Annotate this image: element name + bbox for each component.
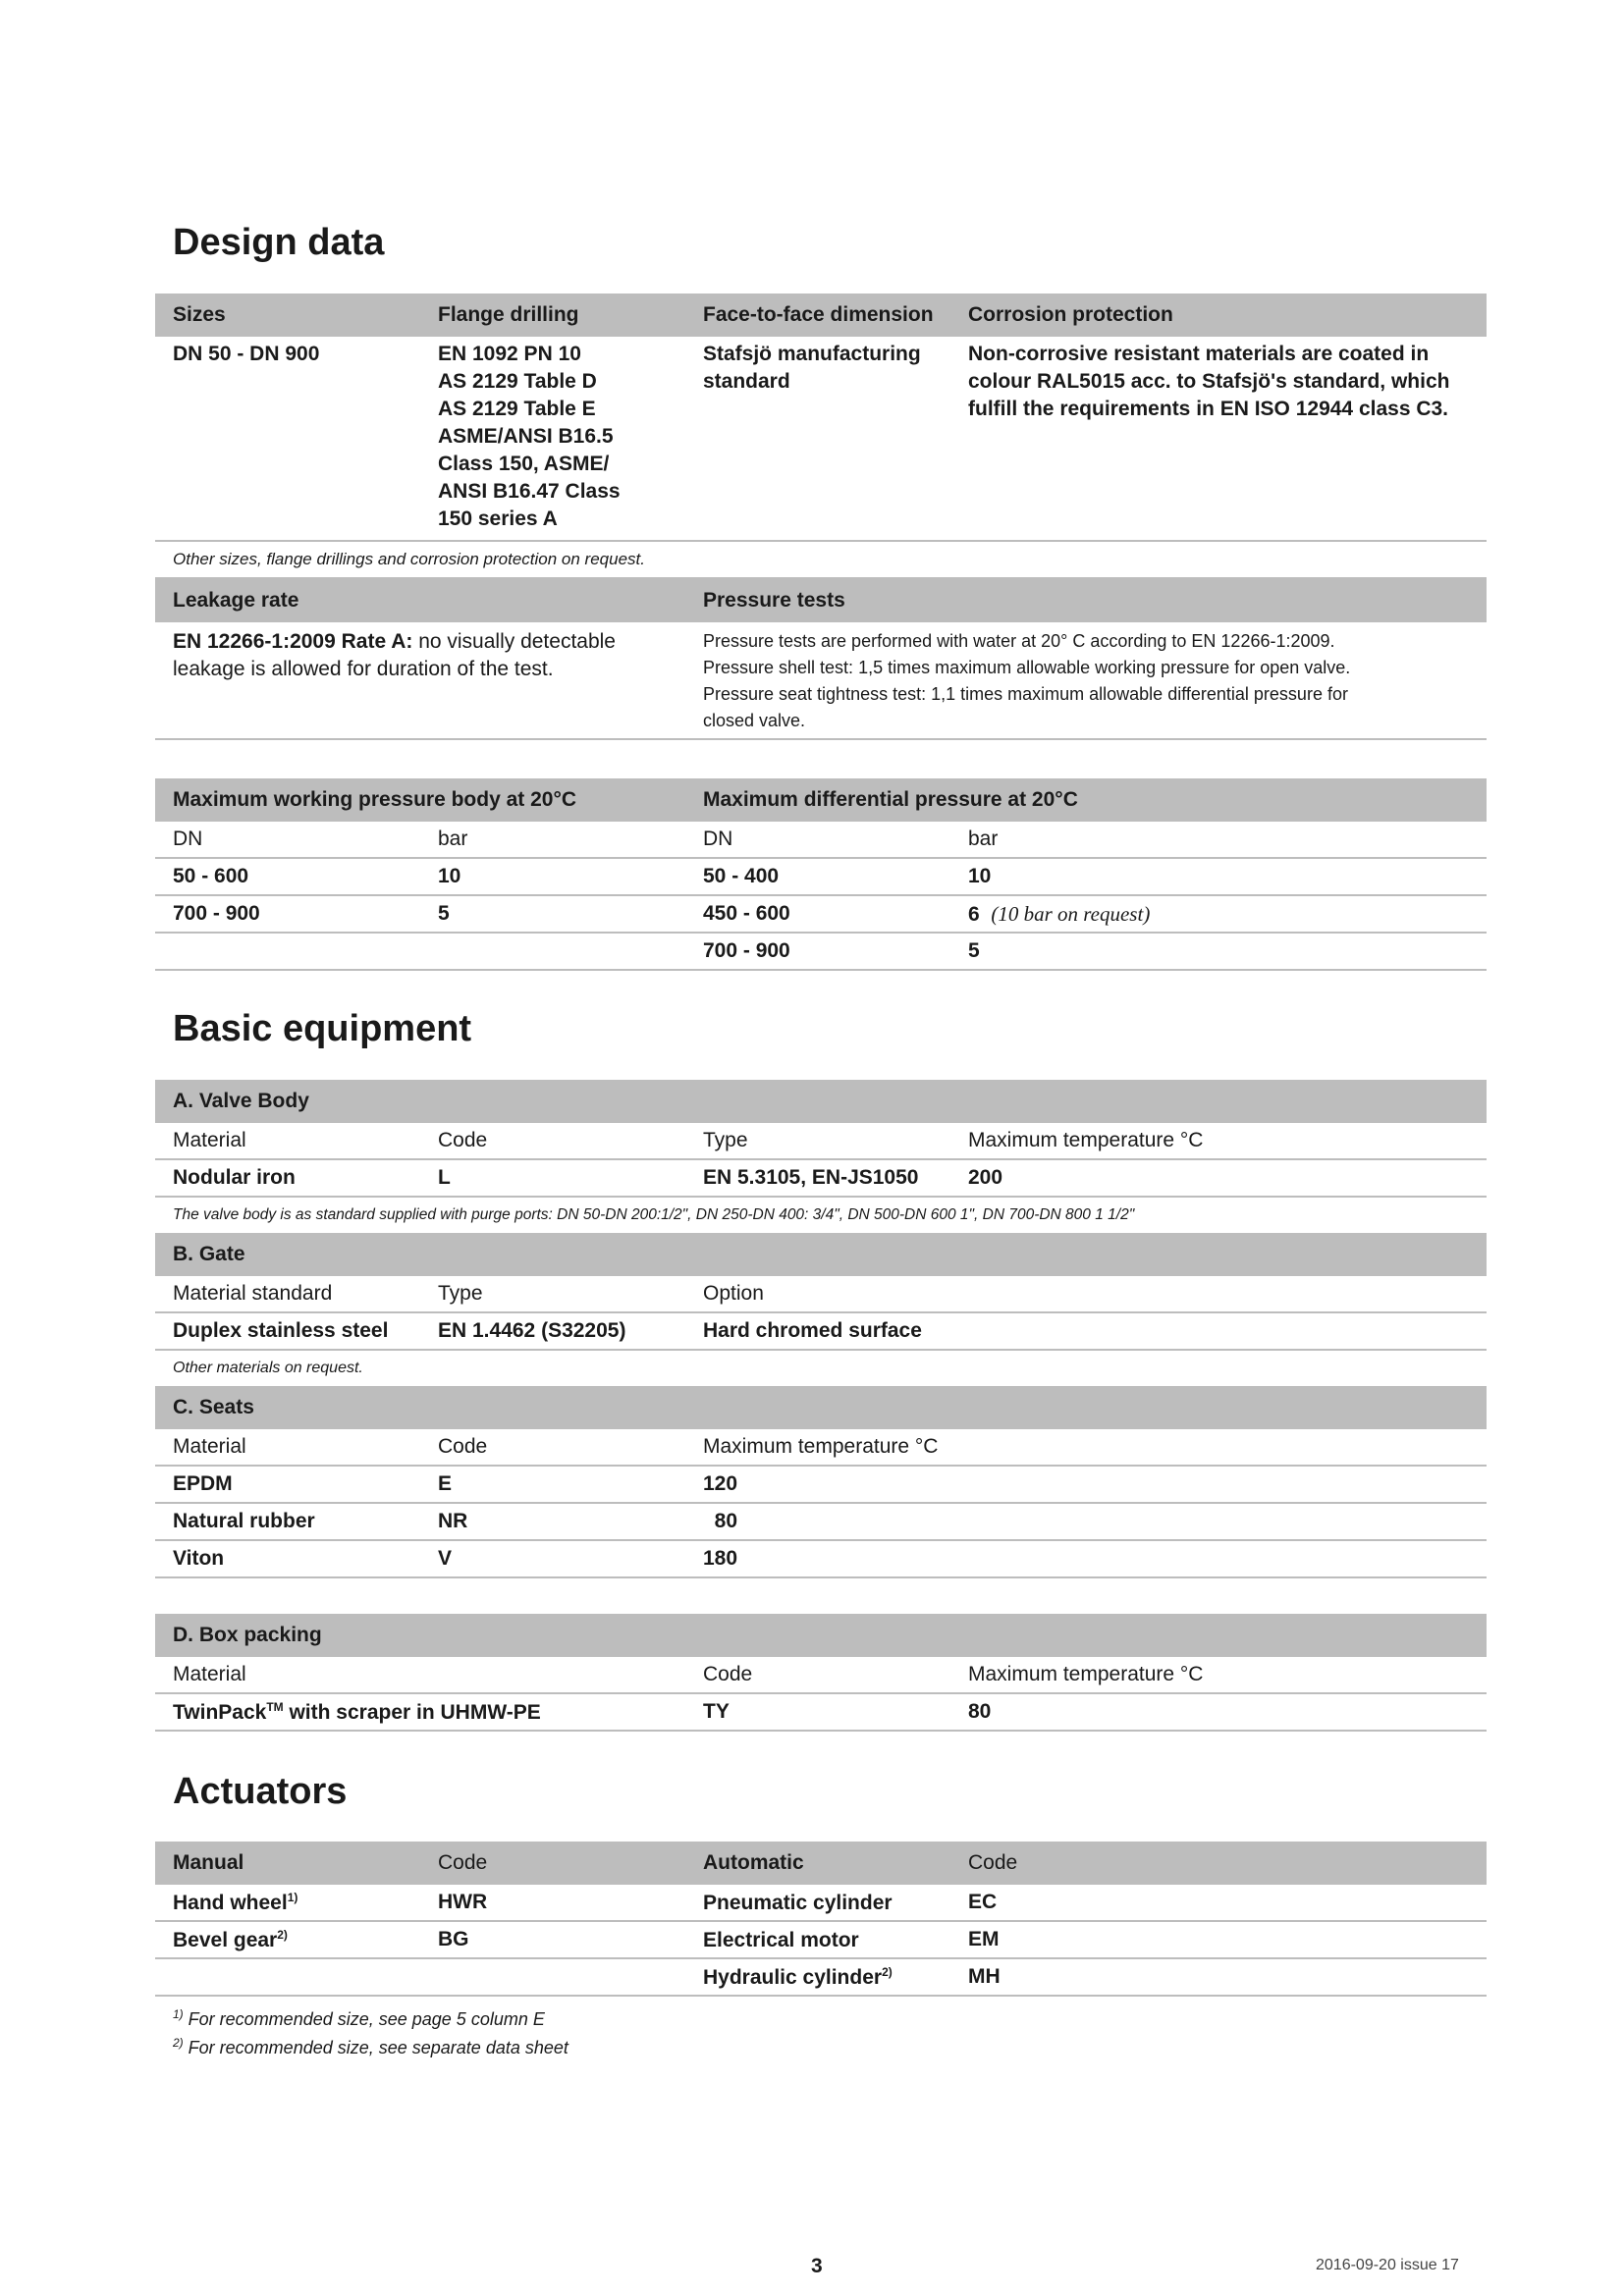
design-table (155, 294, 1487, 740)
corrosion-value (950, 341, 1487, 540)
design-header-row (155, 294, 1487, 337)
cell: 120 (703, 1472, 738, 1495)
footnote-text: For recommended size, see separate data sheet (183, 2038, 568, 2057)
table-row (155, 1694, 1487, 1732)
leak-pressure-header-row (155, 579, 1487, 622)
cell (685, 1965, 950, 1990)
leakage-standard: EN 12266-1:2009 Rate A: (173, 630, 413, 653)
flange-value (420, 341, 685, 540)
subheader: Maximum temperature °C (968, 1663, 1204, 1685)
cell: 5 (968, 939, 980, 962)
pressure-tests-value (685, 628, 1487, 738)
header-max-working: Maximum working pressure body at 20°C (173, 788, 577, 811)
cell: NR (438, 1510, 468, 1532)
header-manual: Manual (173, 1851, 244, 1874)
valve-body-title: A. Valve Body (173, 1090, 309, 1112)
design-data-title: Design data (173, 222, 385, 263)
design-note: Other sizes, flange drillings and corrosion protection on request. (173, 550, 645, 568)
face-line: Stafsjö manufacturing (703, 343, 921, 365)
leakage-text: leakage is allowed for duration of the test. (173, 658, 554, 680)
cell (685, 1928, 950, 1952)
valve-body-header (155, 1080, 1487, 1123)
subheader-bar: bar (438, 828, 468, 850)
seats-header (155, 1386, 1487, 1429)
footnote-text: For recommended size, see page 5 column E (183, 2009, 545, 2029)
table-row (155, 1541, 1487, 1578)
cell-text: Hydraulic cylinder (703, 1965, 883, 1989)
cell: 180 (703, 1547, 738, 1570)
cell-value: 6 (968, 902, 980, 926)
flange-line: AS 2129 Table D (438, 370, 597, 393)
actuators-header-row (155, 1842, 1487, 1885)
page-number: 3 (811, 2255, 823, 2277)
flange-line: 150 series A (438, 507, 558, 530)
flange-line: Class 150, ASME/ (438, 453, 610, 475)
seats-subheader (155, 1429, 1487, 1467)
pressure-table (155, 778, 1487, 971)
subheader: Option (703, 1282, 764, 1305)
cell: EPDM (173, 1472, 233, 1495)
subheader: Type (438, 1282, 483, 1305)
cell: 50 - 600 (173, 865, 249, 887)
header-face: Face-to-face dimension (703, 303, 934, 326)
subheader-dn: DN (173, 828, 203, 850)
gate-title: B. Gate (173, 1243, 245, 1265)
cell: V (438, 1547, 453, 1570)
subheader-bar: bar (968, 828, 999, 850)
face-value (685, 341, 950, 540)
cell-text: Hand wheel (173, 1891, 288, 1914)
header-max-differential: Maximum differential pressure at 20°C (703, 788, 1078, 811)
cell: EN 1.4462 (S32205) (438, 1319, 626, 1342)
cell: E (438, 1472, 453, 1495)
cell (155, 1928, 420, 1952)
cell: MH (968, 1965, 1001, 1988)
box-packing-title: D. Box packing (173, 1624, 322, 1646)
cell: 5 (438, 902, 450, 925)
table-row (155, 896, 1487, 934)
cell: 10 (968, 865, 992, 887)
subheader: Material (173, 1435, 246, 1458)
header-flange: Flange drilling (438, 303, 579, 326)
subheader: Material standard (173, 1282, 333, 1305)
corrosion-line: Non-corrosive resistant materials are coated in (968, 343, 1430, 365)
pressure-test-line: Pressure seat tightness test: 1,1 times maximum allowable differential pressure for (703, 684, 1348, 704)
cell: 50 - 400 (703, 865, 780, 887)
table-row (155, 934, 1487, 971)
header-automatic: Automatic (703, 1851, 804, 1874)
table-row (155, 1504, 1487, 1541)
footnote-sup: 1) (287, 1890, 298, 1904)
cell-note: (10 bar on request) (991, 901, 1151, 926)
box-packing-subheader (155, 1657, 1487, 1694)
leakage-text: no visually detectable (412, 630, 616, 653)
cell: 200 (968, 1166, 1003, 1189)
pressure-header-row (155, 778, 1487, 822)
cell: EM (968, 1928, 1000, 1950)
footnote-marker: 2) (173, 2036, 184, 2050)
cell: Hard chromed surface (703, 1319, 922, 1342)
box-packing-header (155, 1614, 1487, 1657)
issue-date: 2016-09-20 issue 17 (1316, 2257, 1459, 2273)
cell (155, 1700, 685, 1725)
cell: TY (703, 1700, 730, 1723)
design-note-row (155, 542, 1487, 579)
gate-note-row (155, 1351, 1487, 1386)
actuators-title: Actuators (173, 1771, 348, 1812)
gate-subheader (155, 1276, 1487, 1313)
footnote-marker: 1) (173, 2007, 184, 2021)
pressure-subheader-row (155, 822, 1487, 859)
header-code: Code (968, 1851, 1018, 1874)
valve-body-subheader (155, 1123, 1487, 1160)
cell-text: Bevel gear (173, 1928, 278, 1951)
subheader: Maximum temperature °C (703, 1435, 939, 1458)
footnote-1 (173, 2002, 1487, 2031)
header-corrosion: Corrosion protection (968, 303, 1173, 326)
pressure-test-line: closed valve. (703, 711, 806, 730)
corrosion-line: fulfill the requirements in EN ISO 12944 class C3. (968, 398, 1449, 420)
design-data-row (155, 337, 1487, 542)
subheader: Code (438, 1435, 488, 1458)
cell: Duplex stainless steel (173, 1319, 389, 1342)
table-row (155, 1922, 1487, 1959)
cell-text: TwinPack (173, 1700, 267, 1724)
subheader: Material (173, 1129, 246, 1151)
subheader: Code (703, 1663, 753, 1685)
flange-line: AS 2129 Table E (438, 398, 596, 420)
leakage-value (155, 628, 685, 738)
leak-pressure-row (155, 622, 1487, 740)
cell: EN 5.3105, EN-JS1050 (703, 1166, 919, 1189)
sizes-value: DN 50 - DN 900 (173, 343, 320, 365)
subheader: Maximum temperature °C (968, 1129, 1204, 1151)
header-code: Code (438, 1851, 488, 1874)
cell (155, 1891, 420, 1915)
table-row (155, 859, 1487, 896)
subheader: Type (703, 1129, 748, 1151)
gate-header (155, 1233, 1487, 1276)
cell-text: with scraper in UHMW-PE (283, 1700, 541, 1724)
face-line: standard (703, 370, 790, 393)
cell: EC (968, 1891, 998, 1913)
valve-body-note-row (155, 1198, 1487, 1233)
footnote-sup: 2) (882, 1964, 893, 1979)
subheader: Material (173, 1663, 246, 1685)
header-pressure-tests: Pressure tests (703, 589, 845, 612)
cell: Nodular iron (173, 1166, 296, 1189)
gate-note: Other materials on request. (173, 1360, 363, 1376)
subheader: Code (438, 1129, 488, 1151)
cell: Natural rubber (173, 1510, 315, 1532)
subheader-dn: DN (703, 828, 733, 850)
valve-body-note: The valve body is as standard supplied with purge ports: DN 50-DN 200:1/2", DN 250-DN 400: 3/4", DN 500-DN 600 1", DN 700-DN 800 1 1/2" (173, 1206, 1135, 1223)
cell-text: Electrical motor (703, 1928, 859, 1951)
cell: 700 - 900 (173, 902, 260, 925)
cell-text: Pneumatic cylinder (703, 1891, 893, 1914)
pressure-test-line: Pressure tests are performed with water at 20° C according to EN 12266-1:2009. (703, 631, 1335, 651)
actuators-table (155, 1842, 1487, 2059)
cell: 80 (968, 1700, 992, 1723)
cell: 10 (438, 865, 461, 887)
actuators-footnotes (155, 1997, 1487, 2059)
seats-title: C. Seats (173, 1396, 254, 1418)
footnote-sup: 2) (277, 1927, 288, 1942)
table-row (155, 1885, 1487, 1922)
pressure-test-line: Pressure shell test: 1,5 times maximum allowable working pressure for open valve. (703, 658, 1351, 677)
table-row (155, 1160, 1487, 1198)
flange-line: ANSI B16.47 Class (438, 480, 621, 503)
cell: 450 - 600 (703, 902, 790, 925)
basic-equipment-title: Basic equipment (173, 1008, 472, 1049)
cell: 700 - 900 (703, 939, 790, 962)
footnote-2 (173, 2031, 1487, 2059)
cell (950, 902, 1487, 927)
corrosion-line: colour RAL5015 acc. to Stafsjö's standard, which (968, 370, 1450, 393)
flange-line: ASME/ANSI B16.5 (438, 425, 614, 448)
spacer (155, 1578, 1487, 1614)
trademark-sup: TM (266, 1699, 284, 1714)
header-sizes: Sizes (173, 303, 226, 326)
basic-equipment-table (155, 1080, 1487, 1732)
cell: BG (438, 1928, 469, 1950)
header-leakage: Leakage rate (173, 589, 299, 612)
cell: Viton (173, 1547, 225, 1570)
table-row (155, 1313, 1487, 1351)
flange-line: EN 1092 PN 10 (438, 343, 581, 365)
table-row (155, 1467, 1487, 1504)
cell: 80 (703, 1510, 738, 1532)
cell: HWR (438, 1891, 488, 1913)
cell (685, 1891, 950, 1915)
table-row (155, 1959, 1487, 1997)
cell: L (438, 1166, 451, 1189)
